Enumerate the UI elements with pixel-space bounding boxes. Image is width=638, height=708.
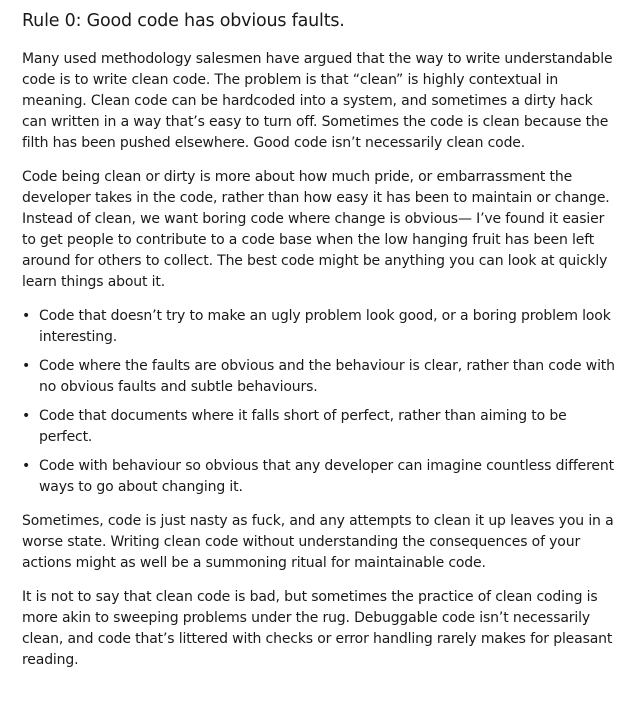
bullet-icon: •	[22, 358, 31, 374]
list-item	[22, 406, 616, 448]
list-item-text: Code with behaviour so obvious that any developer can imagine countless different ways to go about changing it.	[39, 458, 614, 495]
bullet-icon: •	[22, 308, 31, 324]
bullet-icon: •	[22, 458, 31, 474]
paragraph-nasty-code: Sometimes, code is just nasty as fuck, and any attempts to clean it up leaves you in a worse state. Writing clean code without understanding the consequences of your actions might as well be a summoning ritual for maintainable code.	[22, 513, 614, 571]
paragraph-clean-or-dirty: Code being clean or dirty is more about how much pride, or embarrassment the developer takes in the code, rather than how easy it has been to maintain or change. Instead of clean, we want boring code where change is obvious— I’ve found it easier to get people to contribute to a code base when the low hanging fruit has been left around for others to collect. The best code might be anything you can look at quickly learn things about it.	[22, 169, 610, 290]
list-item	[22, 456, 616, 498]
list-item-text: Code that doesn’t try to make an ugly problem look good, or a boring problem look interesting.	[39, 308, 611, 345]
bullet-list	[22, 306, 616, 498]
bullet-icon: •	[22, 408, 31, 424]
list-item-text: Code where the faults are obvious and the behaviour is clear, rather than code with no obvious faults and subtle behaviours.	[39, 358, 615, 395]
list-item	[22, 306, 616, 348]
section-heading: Rule 0: Good code has obvious faults.	[22, 11, 345, 31]
paragraph-conclusion: It is not to say that clean code is bad, but sometimes the practice of clean coding is more akin to sweeping problems under the rug. Debuggable code isn’t necessarily clean, and code that’s littered with checks or error handling rarely makes for pleasant reading.	[22, 589, 613, 668]
paragraph-intro: Many used methodology salesmen have argued that the way to write understandable code is to write clean code. The problem is that “clean” is highly contextual in meaning. Clean code can be hardcoded into a system, and sometimes a dirty hack can written in a way that’s easy to turn off. Sometimes the code is clean because the filth has been pushed elsewhere. Good code isn’t necessarily clean code.	[22, 51, 613, 151]
list-item-text: Code that documents where it falls short of perfect, rather than aiming to be perfect.	[39, 408, 567, 445]
list-item	[22, 356, 616, 398]
